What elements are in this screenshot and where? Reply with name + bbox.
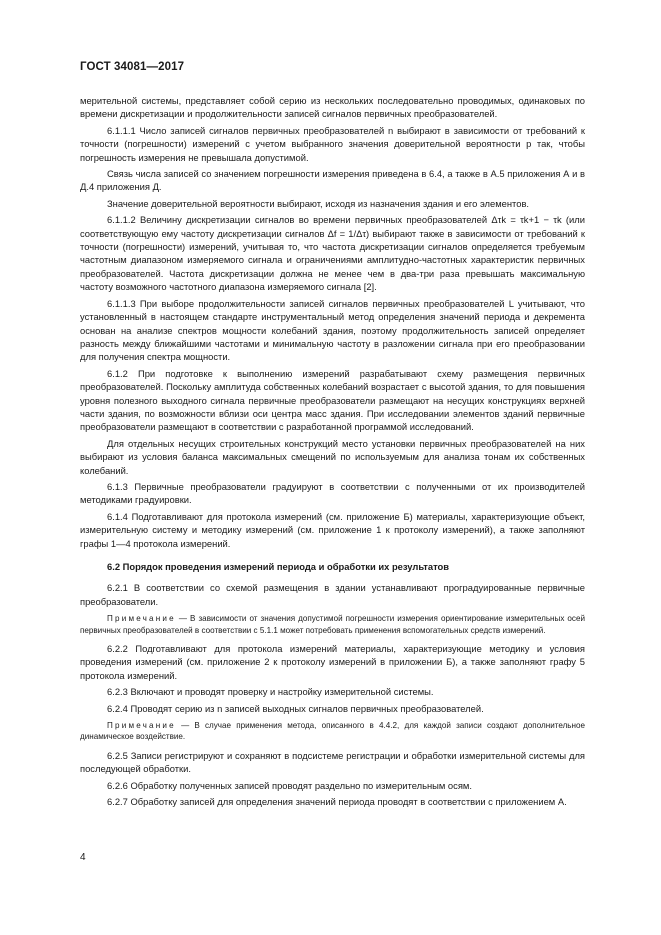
paragraph: 6.1.1.3 При выборе продолжительности записей сигналов первичных преобразователей L учитывают, что установленный в настоящем стандарте инструментальный метод определения значений периода и декремента основан на анализе спектров мощности колебаний здания, поэтому продолжительность записей определяет разность между ближайшими частотами и минимальную частоту в разложении сигнала при его преобразовании для получения спектра мощности.	[80, 297, 585, 363]
paragraph: 6.2.5 Записи регистрируют и сохраняют в подсистеме регистрации и обработки измерительной системы для последующей обработки.	[80, 749, 585, 775]
note	[80, 613, 585, 636]
paragraph: мерительной системы, представляет собой серию из нескольких последовательно проводимых, одинаковых по времени дискретизации и продолжительности записей сигналов первичных преобразователей.	[80, 95, 585, 120]
paragraph: Для отдельных несущих строительных конструкций место установки первичных преобразователей на них выбирают из условия баланса максимальных смещений по используемым для анализа тонам их собственных колебаний.	[80, 437, 585, 476]
paragraph: 6.1.3 Первичные преобразователи градуируют в соответствии с полученными от их производителей методиками градуировки.	[80, 480, 585, 506]
paragraph: 6.2.3 Включают и проводят проверку и настройку измерительной системы.	[107, 686, 434, 698]
paragraph: 6.1.2 При подготовке к выполнению измерений разрабатывают схему размещения первичных преобразователей. Поскольку амплитуда собственных колебаний возрастает с высотой здания, то для повышения уровня полезного выходного сигнала первичные преобразователи размещают на несущих конструкциях верхней части здания, по возможности вблизи оси центра масс здания. При исследовании элементов зданий первичные преобразователи размещают в соответствии с разработанной программой исследований.	[80, 367, 585, 433]
note-text: — В случае применения метода, описанного в 4.4.2, для каждой записи создают дополнительное динамическое воздействие.	[80, 721, 585, 742]
paragraph: 6.1.1.2 Величину дискретизации сигналов во времени первичных преобразователей Δτk = τk+1 − τk (или соответствующую ему частоту дискретизации сигналов Δf = 1/Δτ) выбирают также в зависимости от требований к точности (погрешности) измерений, учитывая то, что частота дискретизации сигналов определяется требуемым частотным диапазоном измеряемого сигнала и ограничениями амплитудно-частотных характеристик первичных преобразователей. Частота дискретизации должна не менее чем в два-три раза превышать максимальную частоту возможного частотного диапазона измеряемого сигнала [2].	[80, 214, 585, 293]
paragraph: 6.1.1.1 Число записей сигналов первичных преобразователей n выбирают в зависимости от требований к точности (погрешности) измерений с учетом выбранного значения доверительной вероятности p так, чтобы погрешность измерения не превышала допустимой.	[80, 124, 585, 163]
paragraph: 6.2.7 Обработку записей для определения значений периода проводят в соответствии с приложением А.	[107, 796, 567, 808]
note-text: — В зависимости от значения допустимой погрешности измерения ориентирование измерительных осей первичных преобразователей в соответствии с 5.1.1 может потребовать применения вспомогательных средств измерений.	[80, 614, 585, 635]
paragraph: Значение доверительной вероятности выбирают, исходя из назначения здания и его элементов.	[107, 197, 530, 209]
page-number: 4	[80, 852, 86, 863]
paragraph: Связь числа записей со значением погрешности измерения приведена в 6.4, а также в А.5 приложения А и в Д.4 приложения Д.	[80, 168, 585, 193]
document-header: ГОСТ 34081—2017	[80, 61, 185, 73]
paragraph: 6.2.4 Проводят серию из n записей выходных сигналов первичных преобразователей.	[107, 702, 484, 714]
paragraph: 6.2.2 Подготавливают для протокола измерений материалы, характеризующие методику и условия проведения измерений (см. приложение 2 к протоколу измерений в приложении Б), а также заполняют графу 5 протокола измерений.	[80, 643, 585, 681]
paragraph: 6.1.4 Подготавливают для протокола измерений (см. приложение Б) материалы, характеризующие объект, измерительную систему и методику измерений (см. приложение 1 к протоколу измерений), а также заполняют графы 1—4 протокола измерений.	[80, 510, 585, 549]
section-heading: 6.2 Порядок проведения измерений периода и обработки их результатов	[107, 561, 450, 572]
paragraph: 6.2.1 В соответствии со схемой размещения в здании устанавливают проградуированные первичные преобразователи.	[80, 582, 585, 607]
note-label: Примечание	[107, 614, 176, 624]
note	[80, 720, 585, 743]
paragraph: 6.2.6 Обработку полученных записей проводят раздельно по измерительным осям.	[107, 779, 472, 791]
note-label: Примечание	[107, 721, 176, 731]
document-body	[80, 94, 585, 812]
